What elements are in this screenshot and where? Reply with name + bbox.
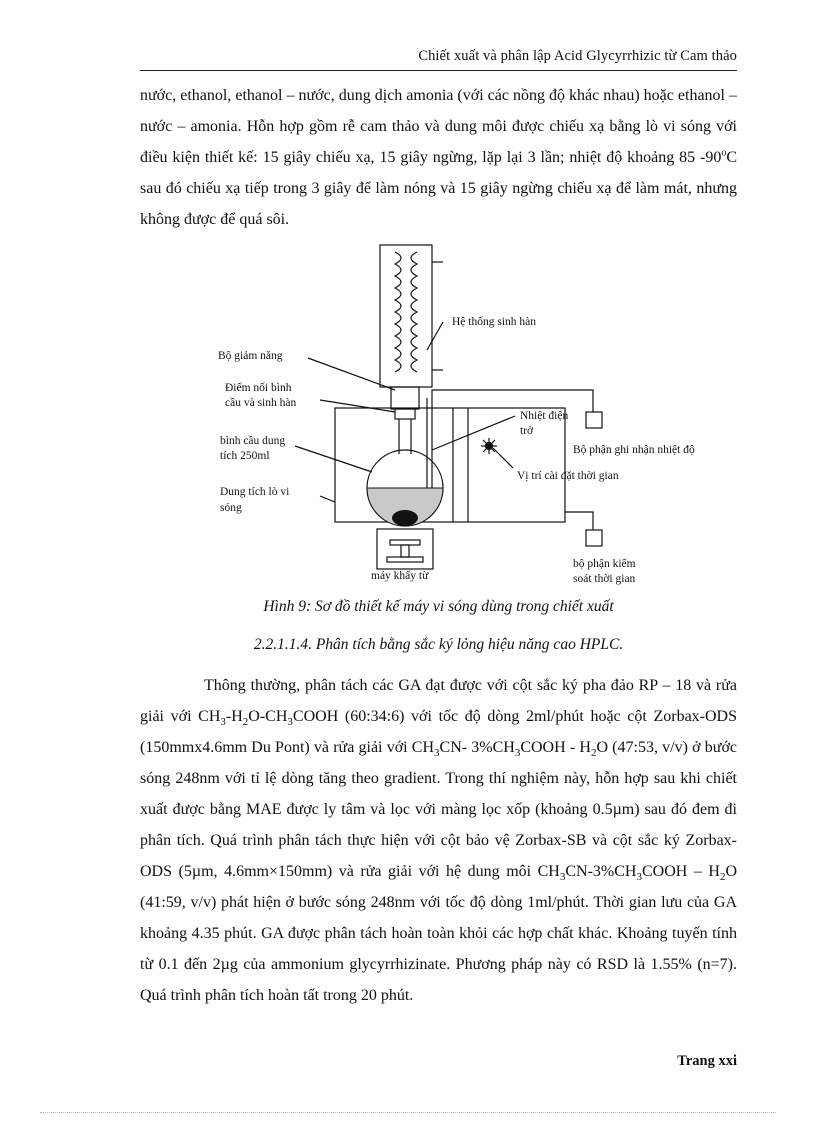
label-temp-recorder: Bộ phận ghi nhận nhiệt độ <box>573 444 695 456</box>
header-title: Chiết xuất và phân lập Acid Glycyrrhizic từ Cam thảo <box>418 48 737 64</box>
paragraph-intro-text2: C sau đó chiếu xạ tiếp trong 3 giây để làm nóng và 15 giây ngừng chiếu xạ để làm mát, nhưng không được để quá sôi. <box>140 149 737 228</box>
page-number: Trang xxi <box>677 1053 737 1069</box>
timer-knob-icon <box>481 438 497 454</box>
p2-sub2: 2 <box>242 716 249 729</box>
stir-bar <box>392 510 418 526</box>
p2-s7: O (47:53, v/v) ở bước sóng 248nm với tỉ lệ dòng tăng theo gradient. Trong thí nghiệm này, hỗn hợp sau khi chiết xuất được bằng MAE được ly tâm và lọc với màng lọc xốp (khoảng 0.5µm) sau đó đem đi phân tích. Quá trình phân tách thực hiện với cột bảo vệ Zorbax-SB và cột sắc ký Zorbax-ODS (5µm, 4.6mm×150mm) và rửa giải với hệ dung môi CH <box>140 739 738 880</box>
label-stirrer: máy khấy từ <box>371 570 429 582</box>
stirrer-plate <box>390 540 420 545</box>
time-control-box <box>586 530 602 546</box>
p2-sub1: 3 <box>220 716 226 729</box>
label-flask-1: bình cầu dung <box>220 435 286 447</box>
leader-condenser <box>427 322 443 350</box>
p2-sub3: 3 <box>287 716 293 729</box>
p2-sub6: 2 <box>590 747 597 760</box>
condenser-coil-right <box>411 252 417 372</box>
label-condenser: Hệ thống sinh hàn <box>452 316 537 328</box>
p2-s4: COOH (60:34:6) với tốc độ dòng 2ml/phút hoặc cột Zorbax-ODS (150mmx4.6mm Du Pont) và rửa giải với CH <box>140 708 738 756</box>
p2-sub9: 2 <box>719 871 726 884</box>
leader-oven <box>320 496 335 502</box>
label-thermocouple-1: Nhiệt điện <box>520 410 569 422</box>
paragraph-hplc <box>140 670 737 1011</box>
section-heading: 2.2.1.1.4. Phân tích bằng sắc ký lỏng hiệu năng cao HPLC. <box>253 636 624 653</box>
apparatus-diagram <box>195 240 755 590</box>
label-time-control-1: bộ phận kiểm <box>573 558 636 570</box>
p2-s6: COOH - H <box>520 739 591 756</box>
leader-timer <box>493 448 513 468</box>
p2-s5: CN- 3%CH <box>439 739 515 756</box>
label-joint-2: cầu và sinh hàn <box>225 397 297 409</box>
p2-sub4: 3 <box>434 747 440 760</box>
label-oven-2: sóng <box>220 502 242 514</box>
p2-s8: CN-3%CH <box>565 863 637 880</box>
label-timer-position: Vị trí cài đặt thời gian <box>517 470 619 482</box>
condenser-outer <box>380 245 432 387</box>
temp-cable <box>432 390 593 412</box>
paragraph-intro <box>140 80 737 235</box>
joint-body <box>395 409 415 419</box>
leader-flask <box>295 446 372 472</box>
microwave-apparatus-figure <box>195 240 755 590</box>
stirrer-base <box>387 557 423 562</box>
leader-reducer <box>308 358 395 390</box>
figure-caption: Hình 9: Sơ đồ thiết kế máy vi sóng dùng trong chiết xuất <box>263 598 614 615</box>
p2-sub7: 3 <box>559 871 566 884</box>
leader-thermocouple <box>432 416 515 450</box>
p2-s2: -H <box>225 708 243 725</box>
reducer-body <box>391 387 419 409</box>
paragraph-intro-text1: nước, ethanol, ethanol – nước, dung dịch amonia (với các nồng độ khác nhau) hoặc ethanol – nước – amonia. Hỗn hợp gồm rễ cam thảo và dung môi được chiếu xạ bằng lò vi sóng với điều kiện thiết kế: 15 giây chiếu xạ, 15 giây ngừng, lặp lại 3 lần; nhiệt độ khoảng 85 -90 <box>140 87 737 166</box>
timer-cable <box>565 512 593 530</box>
p2-s3: O-CH <box>248 708 288 725</box>
p2-sub8: 3 <box>636 871 642 884</box>
p2-s1: Thông thường, phân tách các GA đạt được với cột sắc ký pha đảo RP – 18 và rửa giải với CH <box>140 677 737 725</box>
p2-sub5: 3 <box>514 747 521 760</box>
label-time-control-2: soát thời gian <box>573 573 636 585</box>
condenser-coil-left <box>395 252 401 372</box>
leader-joint <box>320 400 395 412</box>
label-oven-1: Dung tích lò vi <box>220 486 290 498</box>
label-reducer: Bộ giảm năng <box>218 350 283 362</box>
label-joint-1: Điểm nối bình <box>225 382 292 394</box>
degree-sup: o <box>721 147 727 159</box>
temp-recorder-box <box>586 412 602 428</box>
page-header <box>140 48 737 71</box>
p2-s9: COOH – H <box>641 863 720 880</box>
stirrer-box <box>377 529 433 569</box>
footer-rule <box>40 1112 776 1113</box>
label-flask-2: tích 250ml <box>220 450 270 462</box>
label-thermocouple-2: trở <box>520 425 534 437</box>
p2-s10: O (41:59, v/v) phát hiện ở bước sóng 248nm với tốc độ dòng 1ml/phút. Thời gian lưu của GA khoảng 4.35 phút. GA được phân tách hoàn toàn khỏi các hợp chất khác. Khoảng tuyến tính từ 0.1 đến 2µg của ammonium glycyrrhizinate. Phương pháp này có RSD là 1.55% (n=7). Quá trình phân tích hoàn tất trong 20 phút. <box>140 863 738 1004</box>
stirrer-stem <box>401 545 409 557</box>
